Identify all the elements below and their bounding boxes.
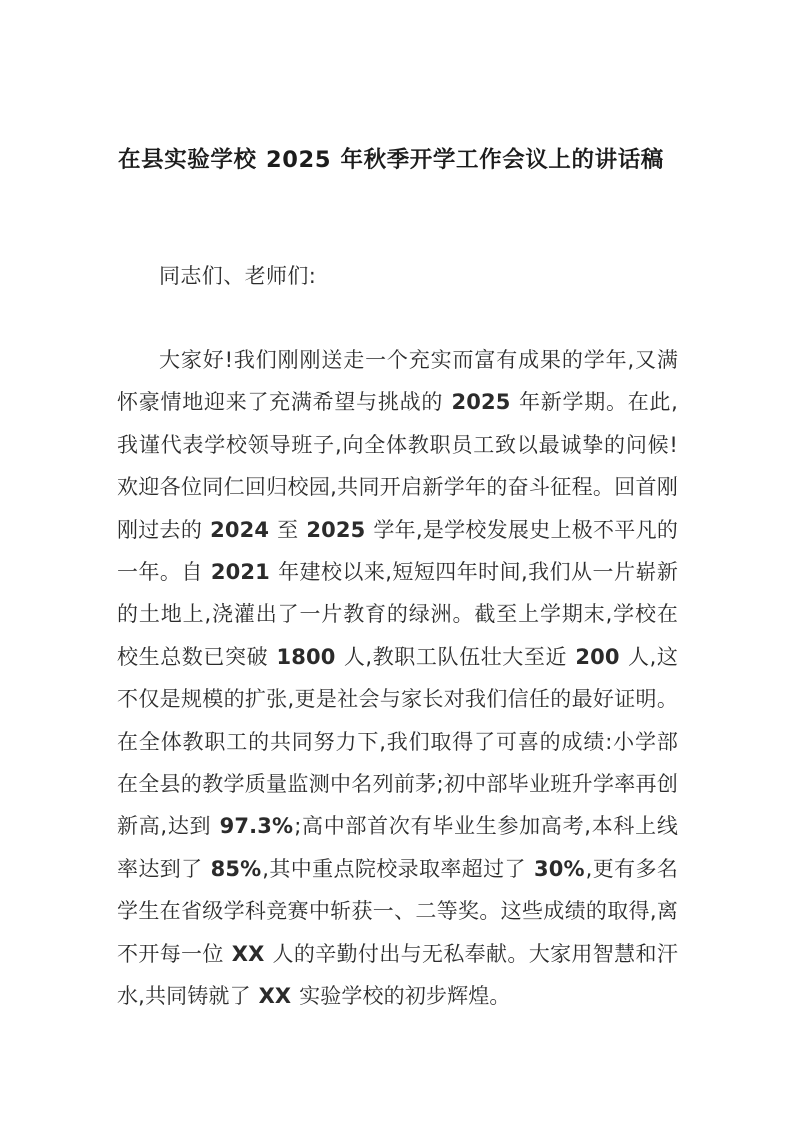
page-title: 在县实验学校 2025 年秋季开学工作会议上的讲话稿	[118, 147, 664, 174]
figure-value: 30%	[533, 856, 585, 881]
figure-value: 2021	[210, 560, 270, 585]
figure-value: 2025	[451, 390, 511, 415]
figure-value: 85%	[210, 856, 262, 881]
figure-value: 97.3%	[219, 814, 294, 839]
figure-value: 2024	[210, 517, 270, 542]
figure-value: 2025	[266, 147, 332, 174]
figure-value: XX	[258, 984, 292, 1009]
body-paragraph: 大家好!我们刚刚送走一个充实而富有成果的学年,又满怀豪情地迎来了充满希望与挑战的 2025 年新学期。在此,我谨代表学校领导班子,向全体教职员工致以最诚挚的问候!欢迎各位同仁回归校园,共同开启新学年的奋斗征程。回首刚刚过去的 2024 至 2025 学年,是学校发展史上极不平凡的一年。自 2021 年建校以来,短短四年时间,我们从一片崭新的土地上,浇灌出了一片教育的绿洲。截至上学期末,学校在校生总数已突破 1800 人,教职工队伍壮大至近 200 人,这不仅是规模的扩张,更是社会与家长对我们信任的最好证明。在全体教职工的共同努力下,我们取得了可喜的成绩:小学部在全县的教学质量监测中名列前茅;初中部毕业班升学率再创新高,达到 97.3%;高中部首次有毕业生参加高考,本科上线率达到了 85%,其中重点院校录取率超过了 30%,更有多名学生在省级学科竞赛中斩获一、二等奖。这些成绩的取得,离不开每一位 XX 人的辛勤付出与无私奉献。大家用智慧和汗水,共同铸就了 XX 实验学校的初步辉煌。	[117, 348, 678, 1009]
figure-value: 2025	[306, 517, 366, 542]
figure-value: 1800	[276, 644, 336, 669]
figure-value: XX	[231, 941, 265, 966]
salutation-line: 同志们、老师们:	[159, 264, 317, 288]
figure-value: 200	[575, 644, 620, 669]
